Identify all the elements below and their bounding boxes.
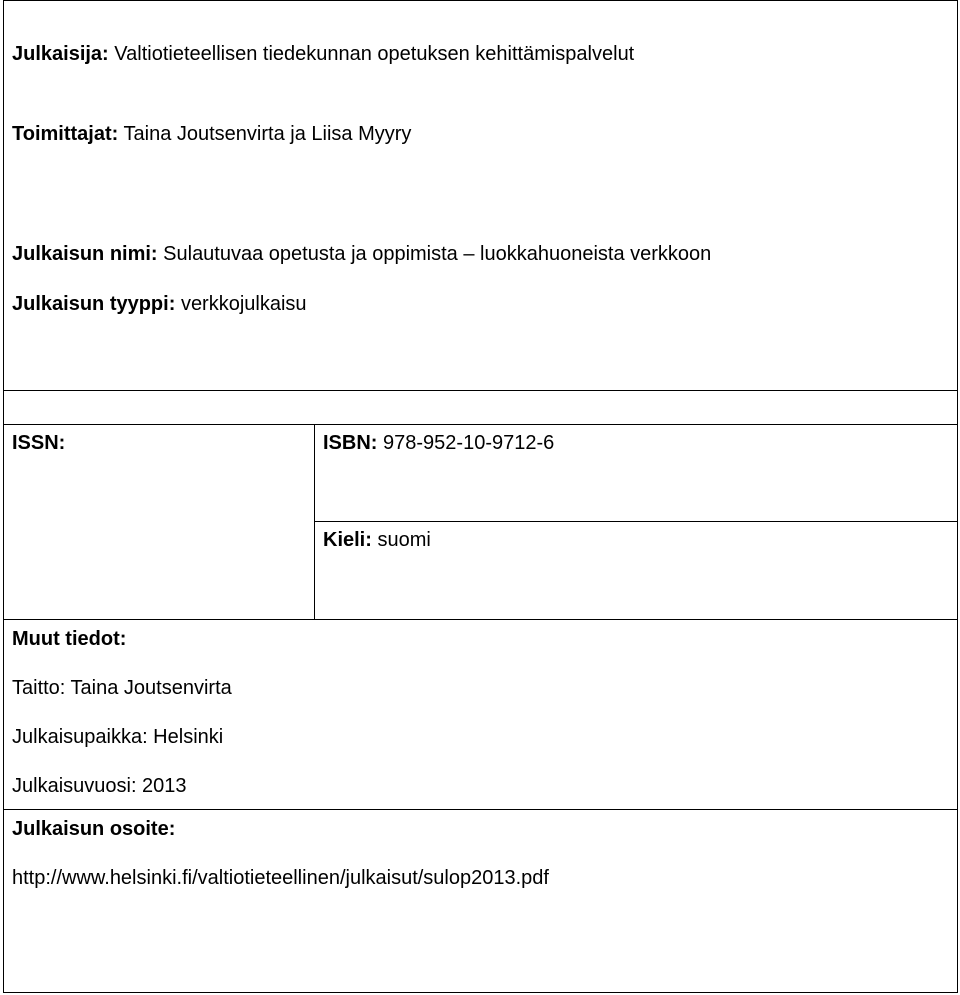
divider-gap-right: [957, 390, 958, 425]
publication-info-table: [3, 0, 958, 993]
divider-before-issn: [3, 424, 958, 425]
address-url-link[interactable]: http://www.helsinki.fi/valtiotieteellinen/julkaisut/sulop2013.pdf: [12, 867, 549, 889]
divider-before-other-info: [3, 619, 958, 620]
address-label: Julkaisun osoite:: [12, 818, 176, 840]
publisher-row: [12, 42, 634, 66]
other-info-label: Muut tiedot:: [12, 628, 127, 650]
publisher-label: Julkaisija:: [12, 43, 109, 65]
divider-issn-isbn: [314, 424, 315, 620]
issn-row: [12, 431, 65, 455]
editors-row: [12, 122, 411, 146]
divider-after-type: [3, 390, 958, 391]
title-row: [12, 242, 711, 266]
type-row: [12, 292, 307, 316]
place-line: Julkaisupaikka: Helsinki: [12, 726, 224, 748]
type-label: Julkaisun tyyppi:: [12, 293, 176, 315]
title-label: Julkaisun nimi:: [12, 243, 158, 265]
divider-before-language: [314, 521, 958, 522]
issn-label: ISSN:: [12, 432, 66, 454]
year-line: Julkaisuvuosi: 2013: [12, 775, 187, 797]
language-row: [323, 528, 431, 552]
isbn-label: ISBN:: [323, 432, 378, 454]
divider-before-address: [3, 809, 958, 810]
language-value: suomi: [377, 529, 431, 551]
language-label: Kieli:: [323, 529, 372, 551]
editors-label: Toimittajat:: [12, 123, 119, 145]
editors-value: Taina Joutsenvirta ja Liisa Myyry: [123, 123, 412, 145]
type-value: verkkojulkaisu: [180, 293, 307, 315]
isbn-value: 978-952-10-9712-6: [383, 432, 555, 454]
divider-gap-left: [3, 390, 4, 425]
title-value: Sulautuvaa opetusta ja oppimista – luokkahuoneista verkkoon: [163, 243, 712, 265]
publisher-value: Valtiotieteellisen tiedekunnan opetuksen kehittämispalvelut: [114, 43, 635, 65]
layout-line: Taitto: Taina Joutsenvirta: [12, 677, 232, 699]
isbn-row: [323, 431, 554, 455]
